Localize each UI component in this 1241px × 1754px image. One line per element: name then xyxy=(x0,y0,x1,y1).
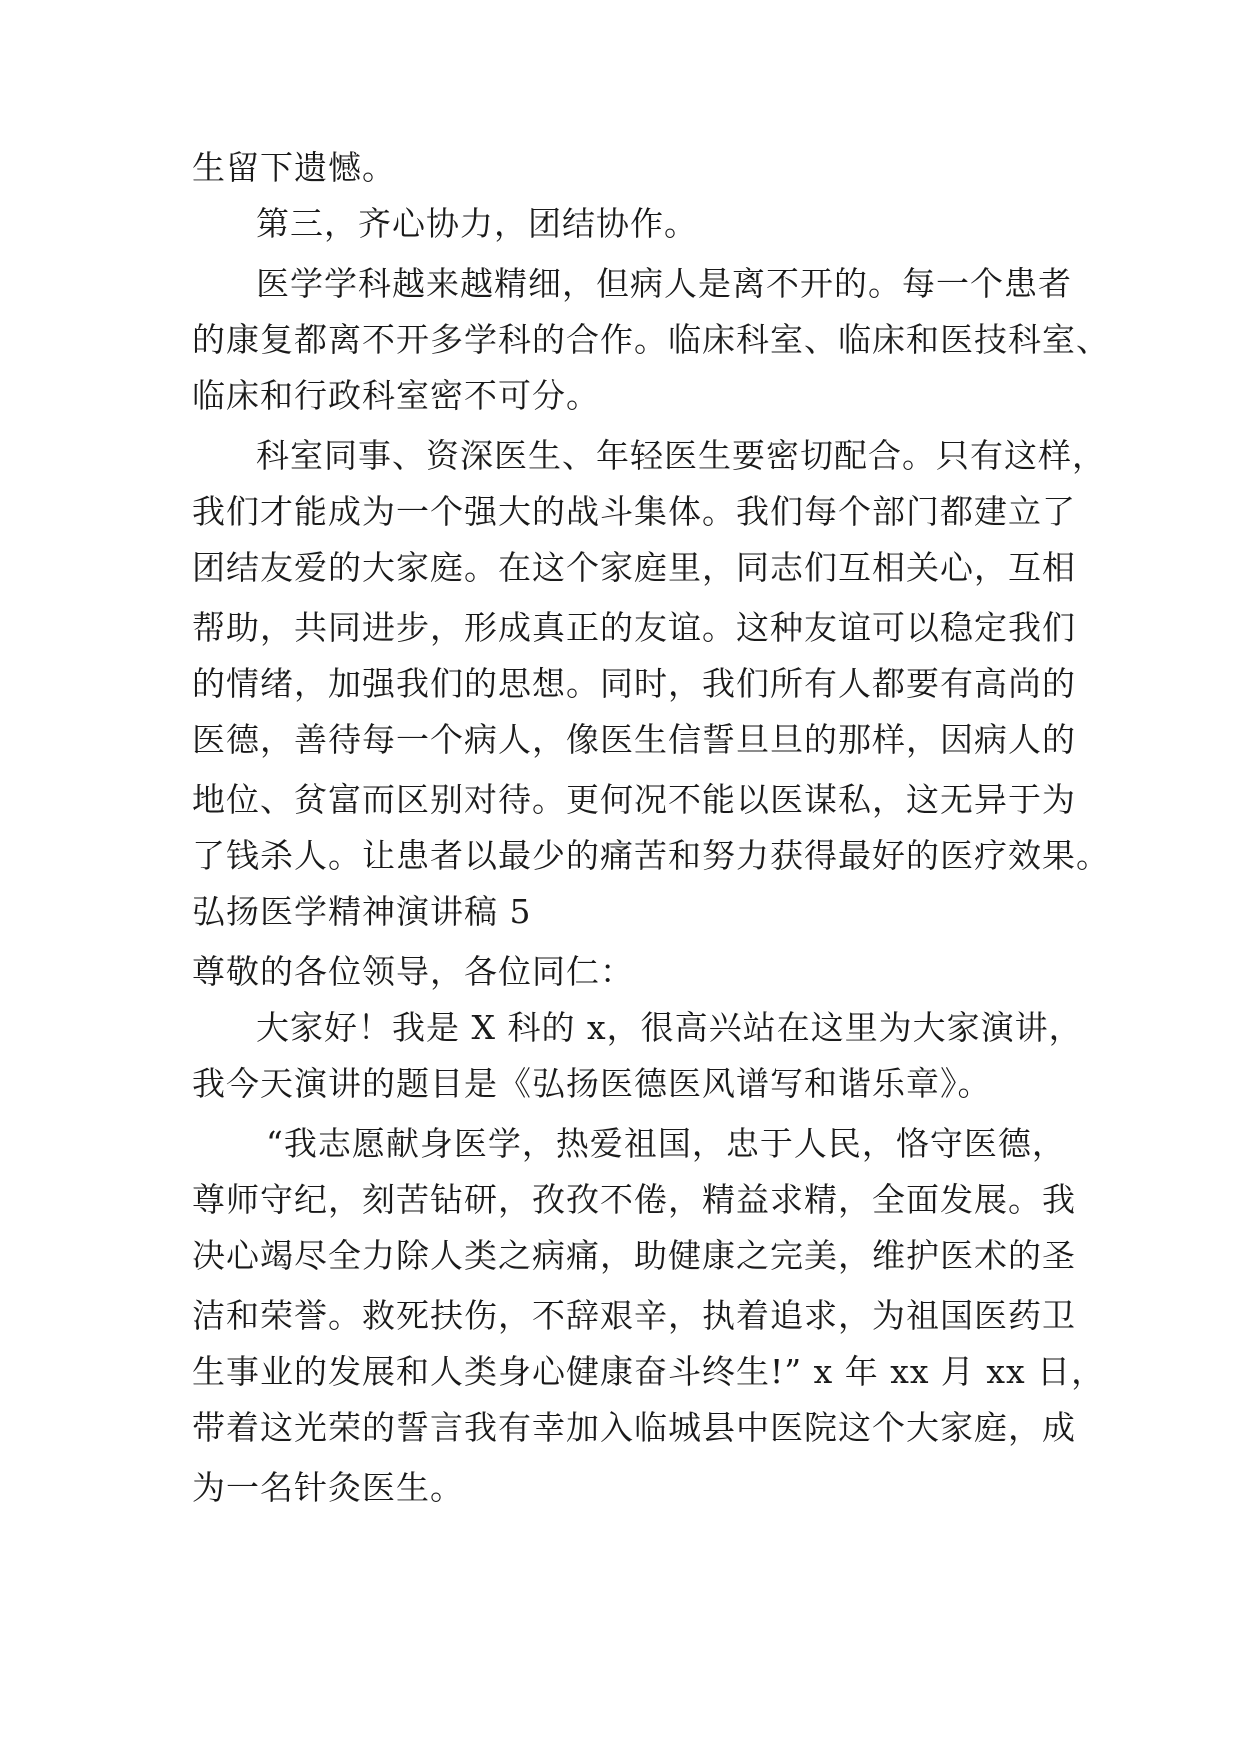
text-line: “我志愿献身医学，热爱祖国，忠于人民，恪守医德， xyxy=(266,1124,1066,1163)
text-line: 了钱杀人。让患者以最少的痛苦和努力获得最好的医疗效果。 xyxy=(192,836,1110,875)
text-line: 第三，齐心协力，团结协作。 xyxy=(256,204,698,243)
text-line: 科室同事、资深医生、年轻医生要密切配合。只有这样， xyxy=(256,436,1106,475)
salutation: 尊敬的各位领导，各位同仁： xyxy=(192,952,634,991)
text-line: 大家好！我是 X 科的 x，很高兴站在这里为大家演讲， xyxy=(256,1008,1083,1047)
text-line: 为一名针灸医生。 xyxy=(192,1468,464,1507)
text-line: 的情绪，加强我们的思想。同时，我们所有人都要有高尚的 xyxy=(192,664,1076,703)
text-line: 生事业的发展和人类身心健康奋斗终生!” x 年 xx 月 xx 日， xyxy=(192,1352,1106,1391)
text-line: 的康复都离不开多学科的合作。临床科室、临床和医技科室、 xyxy=(192,320,1110,359)
text-line: 医学学科越来越精细，但病人是离不开的。每一个患者 xyxy=(256,264,1072,303)
text-line: 带着这光荣的誓言我有幸加入临城县中医院这个大家庭，成 xyxy=(192,1408,1076,1447)
text-line: 决心竭尽全力除人类之病痛，助健康之完美，维护医术的圣 xyxy=(192,1236,1076,1275)
text-line: 生留下遗憾。 xyxy=(192,148,396,187)
text-line: 洁和荣誉。救死扶伤，不辞艰辛，执着追求，为祖国医药卫 xyxy=(192,1296,1076,1335)
text-line: 我今天演讲的题目是《弘扬医德医风谱写和谐乐章》。 xyxy=(192,1064,992,1103)
text-line: 地位、贫富而区别对待。更何况不能以医谋私，这无异于为 xyxy=(192,780,1076,819)
text-line: 临床和行政科室密不可分。 xyxy=(192,376,600,415)
text-line: 团结友爱的大家庭。在这个家庭里，同志们互相关心，互相 xyxy=(192,548,1076,587)
text-line: 医德，善待每一个病人，像医生信誓旦旦的那样，因病人的 xyxy=(192,720,1076,759)
text-line: 尊师守纪，刻苦钻研，孜孜不倦，精益求精，全面发展。我 xyxy=(192,1180,1076,1219)
text-line: 我们才能成为一个强大的战斗集体。我们每个部门都建立了 xyxy=(192,492,1076,531)
text-line: 帮助，共同进步，形成真正的友谊。这种友谊可以稳定我们 xyxy=(192,608,1076,647)
section-heading: 弘扬医学精神演讲稿 5 xyxy=(192,892,532,931)
